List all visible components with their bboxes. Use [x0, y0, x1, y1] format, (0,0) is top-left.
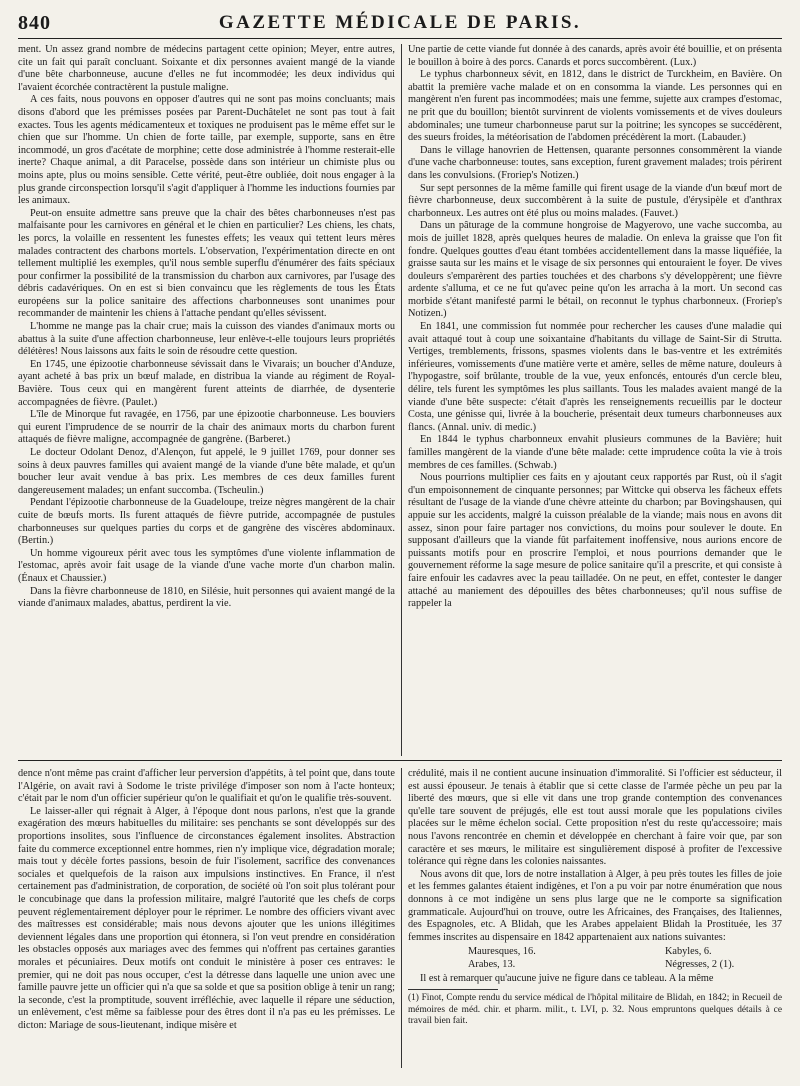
paragraph: dence n'ont même pas craint d'afficher leur perversion d'appétits, à tel point que, dans toute l'Algérie, on avait ravi à Sodome le triste privilége d'imposer son nom à l'acte honteux; c'était par le nom d'un officier supérieur qu'on le qualifiait et qu'on le qualifie très-souvent. [18, 768, 395, 805]
paragraph: Sur sept personnes de la même famille qui firent usage de la viande d'un bœuf mort de fièvre charbonneuse, deux succombèrent à la suite de pustule, d'érysipèle et d'anthrax charbonneux. Les autres ont été plus ou moins malades. (Fauvet.) [408, 182, 782, 219]
footnote-divider [408, 989, 498, 990]
paragraph: ment. Un assez grand nombre de médecins partagent cette opinion; Meyer, entre autres, cite un fait qui paraît concluant. Soixante et dix personnes avaient mangé de la viande d'une bête charbonneuse, aucune d'elles ne fut incommodée; les deux individus qui l'avaient écorchée contractèrent la pustule maligne. [18, 44, 395, 93]
paragraph: En 1841, une commission fut nommée pour rechercher les causes d'une maladie qui avait attaqué tout à coup une soixantaine d'habitants du village de Saint-Sir di Strutta. Vertiges, tremblements, frissons, spasmes violents dans le bas-ventre et les extrémités inférieures, vomissements d'une matière verte et amère, selles de même nature, douleurs à l'hypogastre, soif brûlante, trouble de la vue, yeux enfoncés, entourés d'un cercle bleu, délire, tels furent les symptômes les plus saillants. Tous les malades avaient mangé de la viande d'une bête suspecte: c'était d'après les renseignements recueillis par le docteur Costa, une génisse qui, livrée à la boucherie, présentait deux tumeurs charbonneuses aux flancs. (Annal. univ. di medic.) [408, 321, 782, 433]
bottom-left-column [18, 768, 395, 1078]
bottom-right-column [408, 768, 782, 1078]
column-divider [401, 44, 402, 756]
paragraph: Nous pourrions multiplier ces faits en y ajoutant ceux rapportés par Rust, où il s'agit d'un empoisonnement de cinquante personnes; par Wittcke qui observa les fâcheux effets résultant de l'usage de la viande d'une chèvre atteinte du charbon; par Bovingshausen, qui appuie sur les accidents, malgré la cuisson préalable de la viande; mais nous en avons dit assez, sinon pour faire partager nos convictions, du moins pour soulever le doute. En supposant d'ailleurs que la viande fût parfaitement inoffensive, nous aurions encore de puissants motifs pour en proscrire l'emploi, et nous pourrions demander que le gouvernement réforme la sage mesure de police sanitaire qu'il a prescrite, et qui consiste à faire enfouir les cadavres avec la peau tailladée. On ne peut, en effet, contester le danger attaché au maniement des dépouilles des bêtes charbonneuses; qu'il nous suffise de rappeler la [408, 472, 782, 610]
paragraph: Pendant l'épizootie charbonneuse de la Guadeloupe, treize nègres mangèrent de la chair cuite de bœufs morts. Ils furent attaqués de fièvre putride, accompagnée de pustules charbonneuses sur quelques parties du corps et de gangrène des viscères abdominaux. (Bertin.) [18, 497, 395, 547]
paragraph: L'homme ne mange pas la chair crue; mais la cuisson des viandes d'animaux morts ou abattus à la suite d'une affection charbonneuse, leur enlève-t-elle toujours leurs propriétés délétères! Nous laissons aux faits le soin de résoudre cette question. [18, 321, 395, 358]
paragraph: Dans la fièvre charbonneuse de 1810, en Silésie, huit personnes qui avaient mangé de la viande d'animaux malades, abattus, perdirent la vie. [18, 585, 395, 610]
paragraph: Un homme vigoureux périt avec tous les symptômes d'une violente inflammation de l'estomac, après avoir fait usage de la viande d'une vache morte d'un charbon malin. (Énaux et Chaussier.) [18, 547, 395, 584]
page-header [18, 12, 782, 39]
paragraph: Il est à remarquer qu'aucune juive ne figure dans ce tableau. A la même [420, 972, 714, 984]
list-item: Arabes, 13. [468, 958, 516, 970]
paragraph: Dans le village hanovrien de Hettensen, quarante personnes consommèrent la viande d'une vache charbonneuse: toutes, sans exception, furent gravement malades; trois périrent dans les convulsions. (Froriep's Notizen.) [408, 144, 782, 181]
paragraph: A ces faits, nous pouvons en opposer d'autres qui ne sont pas moins concluants; mais disons d'abord que les prémisses posées par Parent-Duchâtelet ne sont pas tout à fait exactes. Tous les agents médicamenteux et toxiques ne produisent pas le même effet sur le chien que sur l'homme. Un chien de forte taille, par exemple, supporte, sans en être incommodé, un gros d'acétate de morphine; cette dose administrée à l'homme resterait-elle inerte? Chaque animal, a dit Paracelse, possède dans son intérieur un chimiste plus ou moins apte, plus ou moins sensible. Cette vérité, peut-être oubliée, doit nous engager à la plus grande circonspection lorsqu'il s'agit d'appliquer à l'homme les inductions fournies par les animaux. [18, 94, 395, 207]
top-right-column [408, 44, 782, 756]
paragraph: Le typhus charbonneux sévit, en 1812, dans le district de Turckheim, en Bavière. On abattit la première vache malade et on en consomma la viande. Les personnes qui en mangèrent n'en furent pas incommodées; mais une femme, sujette aux crampes d'estomac, ne prit que du bouillon; bientôt survinrent de violents vomissements et de vives douleurs abdominales; une tumeur charbonneuse parut sur la poitrine; les syncopes se succédèrent, des sueurs froides, la météorisation de l'abdomen précédèrent la mort. (Labauder.) [408, 69, 782, 144]
paragraph: Une partie de cette viande fut donnée à des canards, après avoir été bouillie, et on présenta le bouillon à boire à des porcs. Canards et porcs succombèrent. (Lux.) [408, 44, 782, 68]
paragraph: En 1844 le typhus charbonneux envahit plusieurs communes de la Bavière; huit familles mangèrent de la viande d'une bête malade: cette imprudence coûta la vie à trois membres de ces familles. (Schwab.) [408, 434, 782, 471]
page-number: 840 [18, 12, 51, 34]
paragraph: Peut-on ensuite admettre sans preuve que la chair des bêtes charbonneuses n'est pas malfaisante pour les carnivores en général et le chien en particulier? Les chiens, les chats, les porcs, la volaille en ressentent les funestes effets; les veaux qui tettent leurs mères malades contractent des charbons mortels. L'observation, l'expérimentation directe en ont tellement multiplié les exemples, qu'il nous semble superflu d'énumérer des faits spéciaux pour confirmer la possibilité de la transmission du charbon aux carnivores, par l'usage des débris cadavériques. On en est si bien convaincu que les règlements de tous les États européens sur la police sanitaire des affections charbonneuses sont unanimes pour recommander de maintenir les chiens à l'attache pendant qu'elles sévissent. [18, 207, 395, 320]
list-item: Mauresques, 16. [468, 946, 536, 958]
column-divider [401, 768, 402, 1068]
paragraph: Dans un pâturage de la commune hongroise de Magyerovo, une vache succomba, au mois de juillet 1828, après quelques heures de maladie. On enleva la graisse que l'on fit fondre. Quelques gouttes d'eau étant tombées accidentellement dans la masse liquéfiée, la graisse sauta sur les mains et le visage de six personnes qui entouraient le foyer. De vives douleurs s'emparèrent des parties touchées et des charbons s'y développèrent; une fièvre ardente s'alluma, et ce ne fut qu'avec peine qu'on les arracha à la mort. Un second cas morbide s'étant manifesté parmi le bétail, on reconnut le typhus charbonneux. (Froriep's Notizen.) [408, 220, 782, 320]
top-left-column [18, 44, 395, 756]
paragraph: En 1745, une épizootie charbonneuse sévissait dans le Vivarais; un boucher d'Anduze, ayant acheté à bas prix un bœuf malade, en distribua la viande au régiment de Royal-Bavière. Tous ceux qui en mangèrent furent atteints de diarrhée, de dysenterie accompagnées de fièvre. (Paulet.) [18, 358, 395, 408]
section-divider [18, 760, 782, 761]
paragraph: Nous avons dit que, lors de notre installation à Alger, à peu près toutes les filles de joie et les femmes galantes étaient indigènes, et l'on a pu voir par notre énumération que nous donnons à ce mot indigène un sens plus large que ne le comporte sa signification grammaticale. Aujourd'hui on trouve, outre les Africaines, des Françaises, des Italiennes, des Espagnoles, etc. A Blidah, que les Arabes appelaient Blidah la Prostituée, les 37 femmes inscrites au dispensaire en 1842 appartenaient aux nations suivantes: [408, 868, 782, 943]
paragraph: Le docteur Odolant Denoz, d'Alençon, fut appelé, le 9 juillet 1769, pour donner ses soins à deux pauvres familles qui avaient mangé de la viande d'une bête malade, et qu'un boucher leur avait vendue à bas prix. Les membres de ces deux familles furent dangereusement malades; un enfant succomba. (Tscheulin.) [18, 447, 395, 496]
paragraph: crédulité, mais il ne contient aucune insinuation d'immoralité. Si l'officier est séducteur, il est aussi épouseur. Je tenais à établir que si cette classe de l'armée pèche un peu par la liberté des mœurs, que si elle vit dans une trop grande contemption des convenances qu'elle tare souvent de préjugés, elle est tout aussi morale que les populations civiles placées sur le même échelon social. Cette proposition n'est du reste qu'accessoire; mais nous l'avons rencontrée en chemin et développée en cherchant à faire voir que, par son caractère et ses mœurs, le militaire est singulièrement disposé à profiter de l'excessive tolérance qui règne dans les colonies naissantes. [408, 768, 782, 868]
running-title: GAZETTE MÉDICALE DE PARIS. [218, 12, 582, 33]
list-item: Kabyles, 6. [665, 946, 712, 958]
footnote: (1) Finot, Compte rendu du service médical de l'hôpital militaire de Blidah, en 1842; in Recueil de mémoires de méd. chir. et pharm. milit., t. LVI, p. 32. Nous empruntons quelques détails à ce travail bien fait. [408, 993, 782, 1027]
nations-list [408, 944, 782, 972]
paragraph: L'île de Minorque fut ravagée, en 1756, par une épizootie charbonneuse. Les bouviers qui eurent l'imprudence de se nourrir de la chair des animaux morts du charbon furent attaqués de fièvre maligne, accompagnée de gangrène. (Barberet.) [18, 409, 395, 446]
paragraph: Le laisser-aller qui régnait à Alger, à l'époque dont nous parlons, n'est que la grande exagération des mœurs habituelles du militaire: ses penchants se sont développés sur des proportions insolites, sous l'influence de circonstances également insolites. Abstraction faite du commerce exceptionnel entre hommes, rien n'y implique vice, dégradation morale; mais tout y décèle fortes passions, besoin de fuir l'isolement, sacrifice des convenances sociales et quelquefois de la raison aux impulsions instinctives. En France, il n'est certainement pas d'administration, de corporation, de société où l'on soit plus tolérant pour le concubinage que dans la profession militaire, malgré l'autorité que les chefs de corps peuvent réglementairement déployer pour le réprimer. Le nombre des officiers vivant avec des maîtresses est considérable; mais nous devons ajouter que les unions illégitimes deviennent légales dans une proportion qui étonnera, si l'on veut prendre en considération les obstacles opposés aux mariages avec des femmes qui n'offrent pas certaines garanties morales et pécuniaires. Deux motifs ont conduit le ministère à poser ces entraves: le premier, qui ne doit pas nous occuper, c'est la détresse dans laquelle une union avec une famille pauvre jette un officier qui n'a que sa solde et que sa position oblige à tenir un rang; la seconde, c'est la promptitude, souvent irréfléchie, avec laquelle il répare une séduction, un enlèvement, c'est même sa faiblesse pour des êtres dont il n'a pas eu les prémisses. Le dicton: Mariage de sous-lieutenant, indique misère et [18, 805, 395, 1031]
list-item: Négresses, 2 (1). [665, 958, 735, 970]
